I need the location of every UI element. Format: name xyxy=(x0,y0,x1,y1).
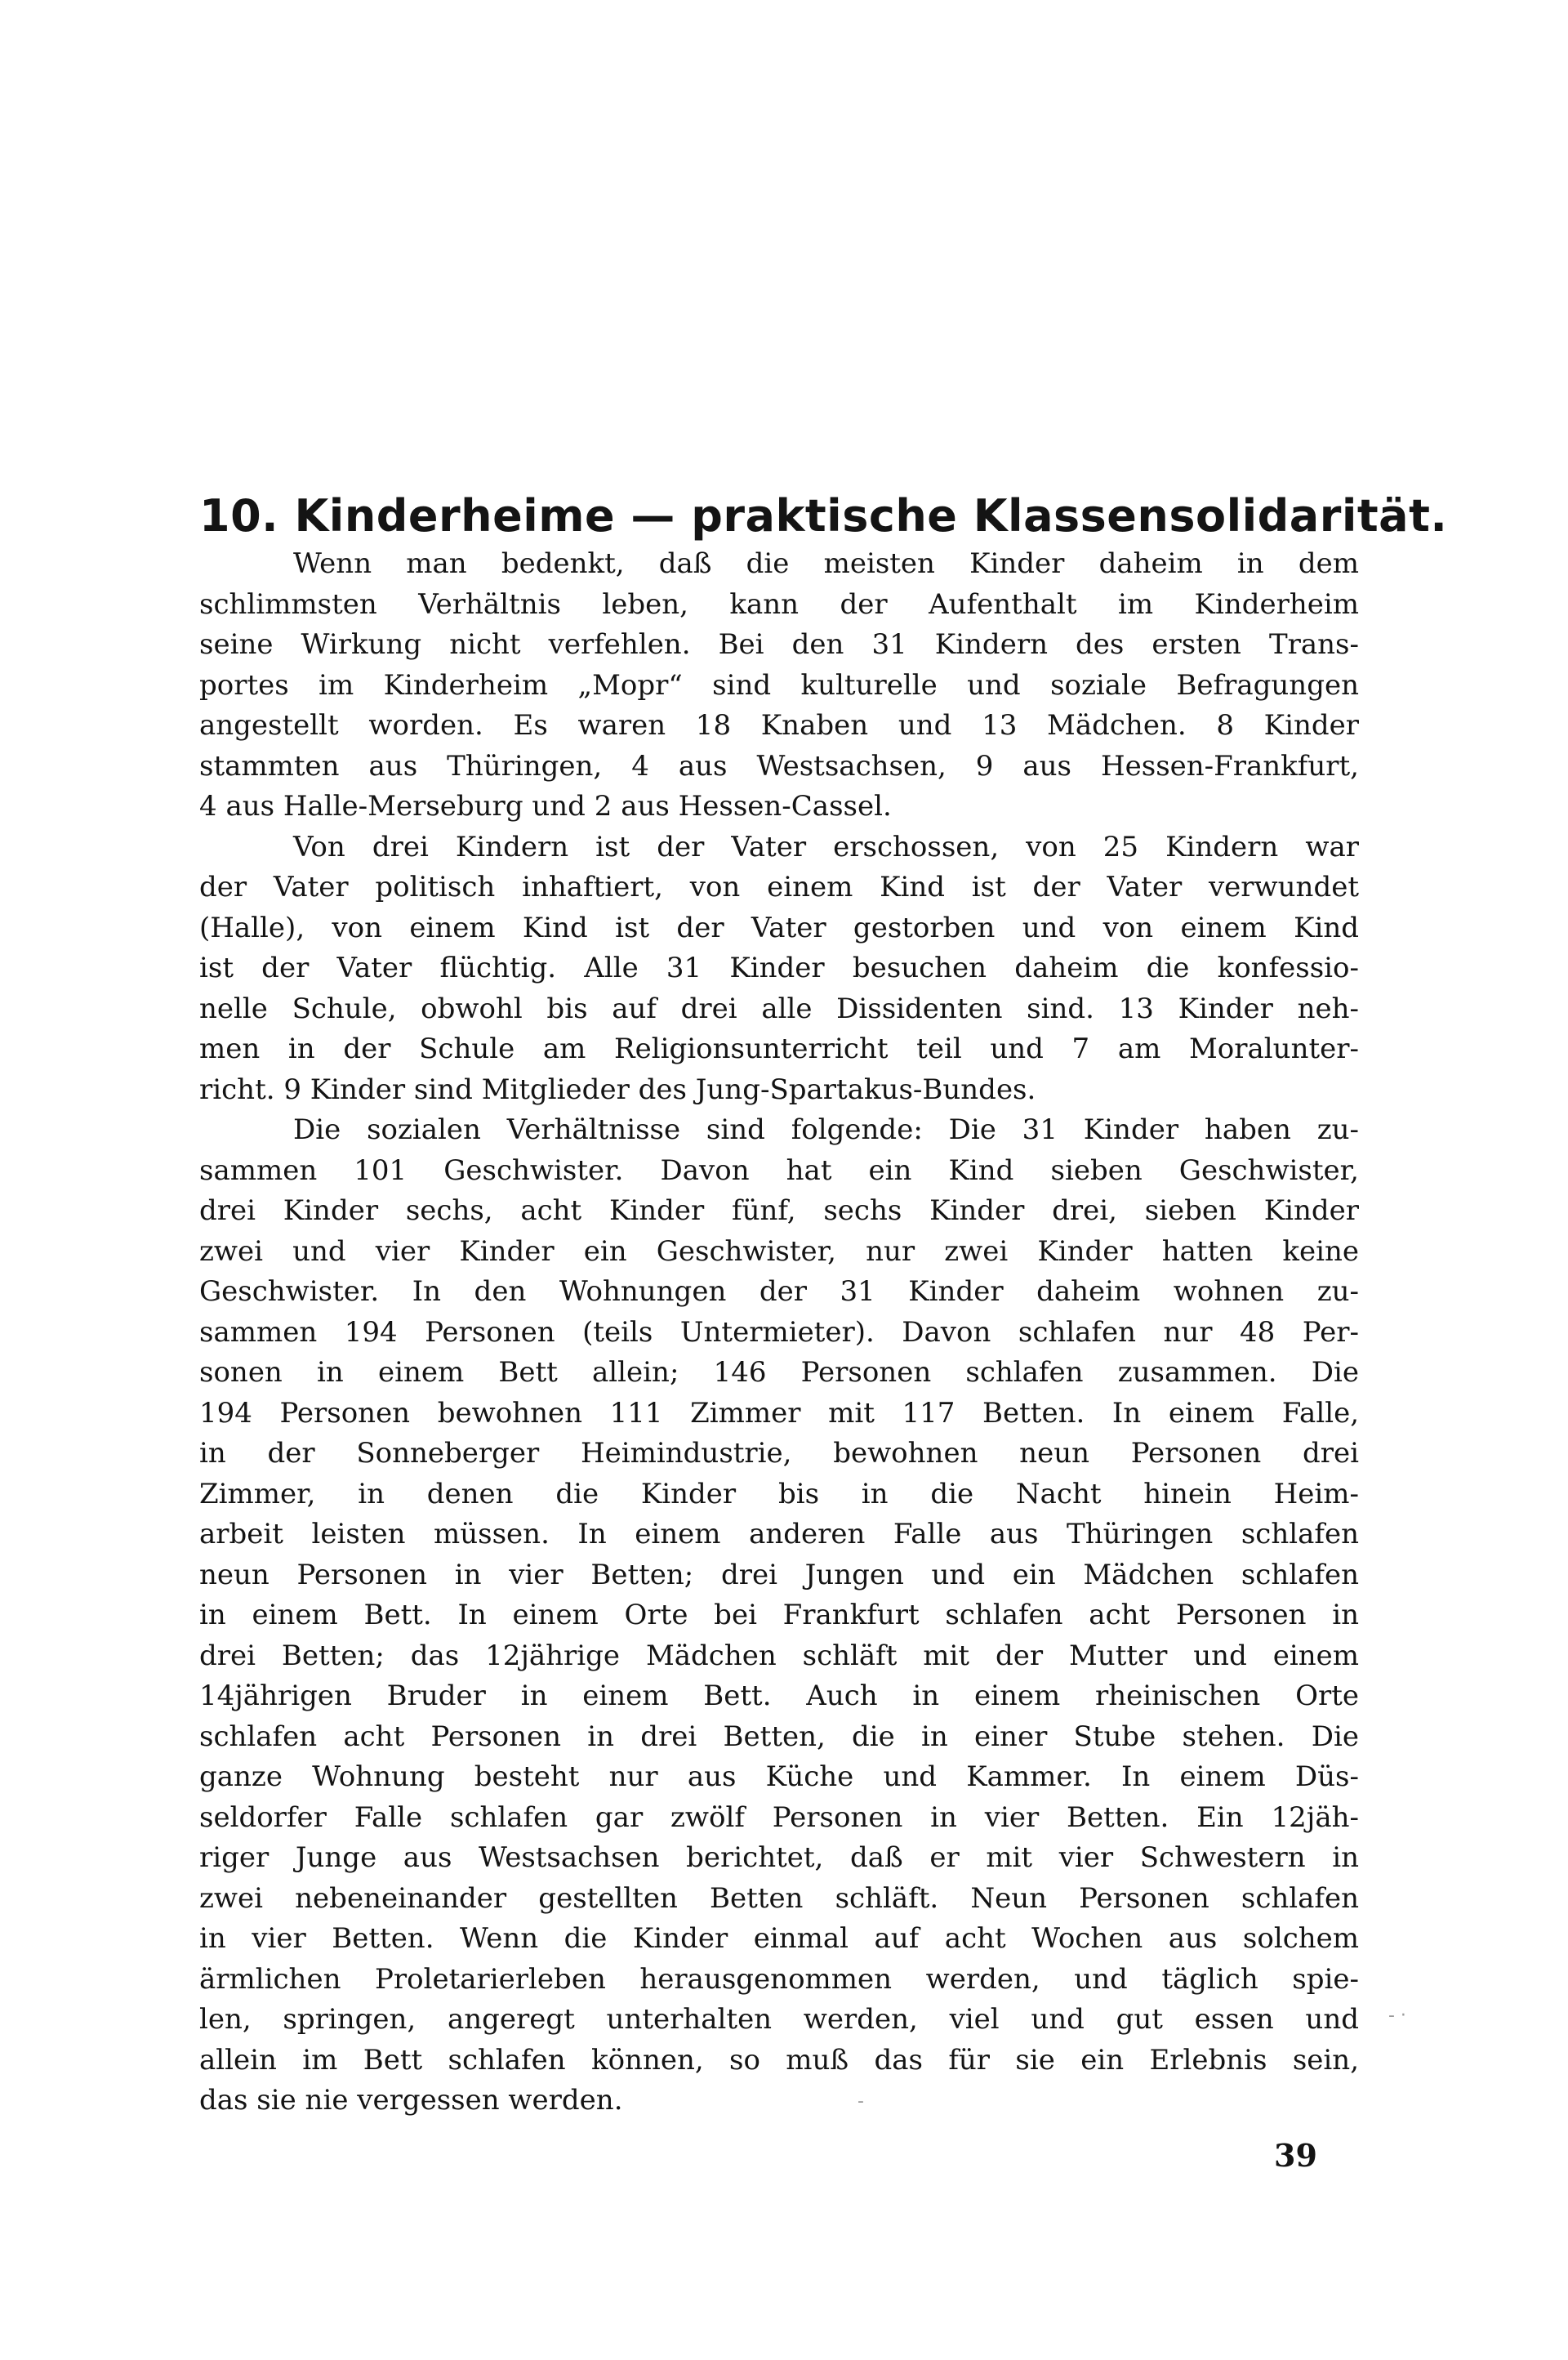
text-line: (Halle), von einem Kind ist der Vater gestorben und von einem Kind xyxy=(199,911,1359,944)
text-line: drei Betten; das 12jährige Mädchen schläft mit der Mutter und einem xyxy=(199,1639,1359,1672)
text-line: Zimmer, in denen die Kinder bis in die Nacht hinein Heim- xyxy=(199,1477,1359,1510)
text-line: in der Sonneberger Heimindustrie, bewohnen neun Personen drei xyxy=(199,1437,1359,1470)
paragraph xyxy=(199,544,1359,828)
text-line: das sie nie vergessen werden. xyxy=(199,2084,623,2117)
text-line: Von drei Kindern ist der Vater erschossen, von 25 Kindern war xyxy=(293,830,1359,863)
text-line: seine Wirkung nicht verfehlen. Bei den 31 Kindern des ersten Trans- xyxy=(199,628,1359,661)
text-line: 14jährigen Bruder in einem Bett. Auch in einem rheinischen Orte xyxy=(199,1680,1359,1712)
text-line: in vier Betten. Wenn die Kinder einmal auf acht Wochen aus solchem xyxy=(199,1922,1359,1955)
text-line: neun Personen in vier Betten; drei Jungen und ein Mädchen schlafen xyxy=(199,1558,1359,1591)
text-line: schlimmsten Verhältnis leben, kann der Aufenthalt im Kinderheim xyxy=(199,587,1359,621)
text-line: zwei und vier Kinder ein Geschwister, nur zwei Kinder hatten keine xyxy=(199,1234,1359,1268)
text-line: portes im Kinderheim „Mopr“ sind kulturelle und soziale Befragungen xyxy=(199,668,1359,702)
text-line: 4 aus Halle-Merseburg und 2 aus Hessen-Cassel. xyxy=(199,790,892,823)
text-line: schlafen acht Personen in drei Betten, die in einer Stube stehen. Die xyxy=(199,1720,1359,1753)
text-line: sammen 194 Personen (teils Untermieter). Davon schlafen nur 48 Per- xyxy=(199,1315,1359,1349)
text-line: zwei nebeneinander gestellten Betten schläft. Neun Personen schlafen xyxy=(199,1881,1359,1915)
text-line: in einem Bett. In einem Orte bei Frankfurt schlafen acht Personen in xyxy=(199,1599,1359,1631)
text-line: ganze Wohnung besteht nur aus Küche und Kammer. In einem Düs- xyxy=(199,1760,1359,1793)
text-line: nelle Schule, obwohl bis auf drei alle Dissidenten sind. 13 Kinder neh- xyxy=(199,992,1359,1025)
text-line: arbeit leisten müssen. In einem anderen Falle aus Thüringen schlafen xyxy=(199,1518,1359,1550)
text-line: Die sozialen Verhältnisse sind folgende: Die 31 Kinder haben zu- xyxy=(293,1113,1359,1146)
paragraph xyxy=(199,828,1359,1111)
text-line: angestellt worden. Es waren 18 Knaben und 13 Mädchen. 8 Kinder xyxy=(199,709,1359,742)
text-line: Geschwister. In den Wohnungen der 31 Kinder daheim wohnen zu- xyxy=(199,1275,1359,1308)
text-line: sammen 101 Geschwister. Davon hat ein Kind sieben Geschwister, xyxy=(199,1153,1359,1187)
text-line: men in der Schule am Religionsunterricht teil und 7 am Moralunter- xyxy=(199,1033,1359,1065)
text-line: ärmlichen Proletarierleben herausgenommen werden, und täglich spie- xyxy=(199,1962,1359,1996)
text-line: drei Kinder sechs, acht Kinder fünf, sechs Kinder drei, sieben Kinder xyxy=(199,1194,1359,1227)
scan-speck: ‐ xyxy=(858,2091,864,2112)
text-line: seldorfer Falle schlafen gar zwölf Personen in vier Betten. Ein 12jäh- xyxy=(199,1800,1359,1834)
text-line: riger Junge aus Westsachsen berichtet, daß er mit vier Schwestern in xyxy=(199,1841,1359,1874)
chapter-heading: 10. Kinderheime — praktische Klassensolidarität. xyxy=(199,490,1448,542)
text-line: sonen in einem Bett allein; 146 Personen schlafen zusammen. Die xyxy=(199,1356,1359,1389)
text-line: der Vater politisch inhaftiert, von einem Kind ist der Vater verwundet xyxy=(199,871,1359,903)
text-line: Wenn man bedenkt, daß die meisten Kinder daheim in dem xyxy=(293,547,1359,580)
text-line: len, springen, angeregt unterhalten werden, viel und gut essen und xyxy=(199,2003,1359,2036)
text-line: richt. 9 Kinder sind Mitglieder des Jung-Spartakus-Bundes. xyxy=(199,1073,1036,1106)
text-line: allein im Bett schlafen können, so muß das für sie ein Erlebnis sein, xyxy=(199,2043,1359,2077)
text-line: 194 Personen bewohnen 111 Zimmer mit 117 Betten. In einem Falle, xyxy=(199,1396,1359,1430)
chapter-body xyxy=(199,544,1359,2121)
scan-speck: - · xyxy=(1388,2005,1406,2026)
page-number: 39 xyxy=(1274,2137,1317,2174)
text-line: stammten aus Thüringen, 4 aus Westsachsen, 9 aus Hessen-Frankfurt, xyxy=(199,749,1359,783)
paragraph xyxy=(199,1110,1359,2121)
text-line: ist der Vater flüchtig. Alle 31 Kinder besuchen daheim die konfessio- xyxy=(199,952,1359,984)
